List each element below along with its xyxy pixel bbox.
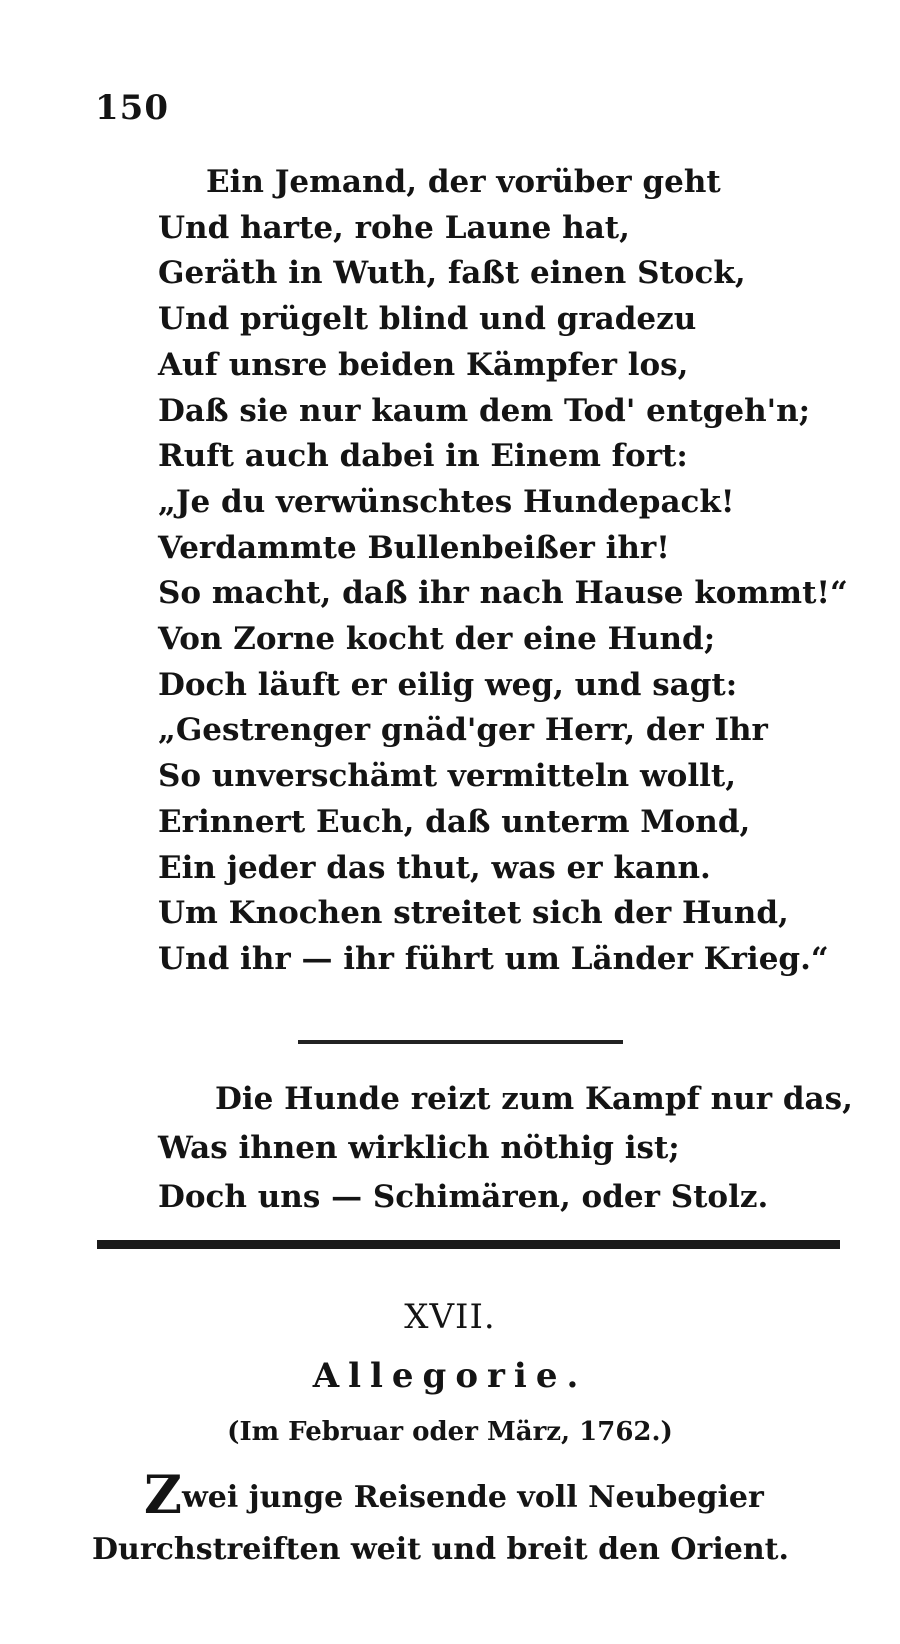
- poem-line: So unverschämt vermitteln wollt,: [158, 758, 737, 795]
- prose-line: Durchstreiften weit und breit den Orient.: [92, 1532, 789, 1567]
- moral-line: Doch uns — Schimären, oder Stolz.: [158, 1179, 769, 1215]
- chapter-title: Allegorie.: [312, 1356, 588, 1396]
- section-divider: [298, 1040, 623, 1044]
- poem-line: Erinnert Euch, daß unterm Mond,: [158, 803, 751, 840]
- drop-cap: Z: [144, 1465, 182, 1526]
- moral-line: Die Hunde reizt zum Kampf nur das,: [215, 1081, 853, 1117]
- prose-line: [92, 1465, 789, 1526]
- chapter-date: (Im Februar oder März, 1762.): [227, 1417, 673, 1447]
- chapter-divider: [97, 1240, 840, 1249]
- poem-line: Doch läuft er eilig weg, und sagt:: [158, 666, 738, 703]
- poem-line: Ein Jemand, der vorüber geht: [206, 164, 721, 200]
- moral-line: Was ihnen wirklich nöthig ist;: [158, 1130, 680, 1166]
- prose-opening: [92, 1465, 789, 1576]
- poem-line: Verdammte Bullenbeißer ihr!: [158, 529, 670, 566]
- poem-line: Und harte, rohe Laune hat,: [158, 209, 630, 246]
- poem-line: „Je du verwünschtes Hundepack!: [158, 483, 735, 520]
- poem-line: Und prügelt blind und gradezu: [158, 301, 697, 338]
- prose-line-text: wei junge Reisende voll Neubegier: [181, 1480, 764, 1515]
- page-number: 150: [95, 88, 169, 128]
- chapter-number: XVII.: [404, 1297, 496, 1337]
- poem-line: Daß sie nur kaum dem Tod' entgeh'n;: [158, 392, 811, 429]
- poem-line: Und ihr — ihr führt um Länder Krieg.“: [158, 940, 829, 977]
- poem-line: Auf unsre beiden Kämpfer los,: [158, 346, 689, 383]
- poem-moral: [158, 1075, 853, 1222]
- poem-stanza: [158, 160, 848, 983]
- poem-line: Um Knochen streitet sich der Hund,: [158, 895, 789, 932]
- poem-line: Ruft auch dabei in Einem fort:: [158, 438, 688, 475]
- poem-line: Von Zorne kocht der eine Hund;: [158, 621, 716, 658]
- poem-line: „Gestrenger gnäd'ger Herr, der Ihr: [158, 712, 768, 749]
- poem-line: Ein jeder das thut, was er kann.: [158, 849, 711, 886]
- poem-line: Geräth in Wuth, faßt einen Stock,: [158, 255, 746, 292]
- poem-line: So macht, daß ihr nach Hause kommt!“: [158, 575, 848, 612]
